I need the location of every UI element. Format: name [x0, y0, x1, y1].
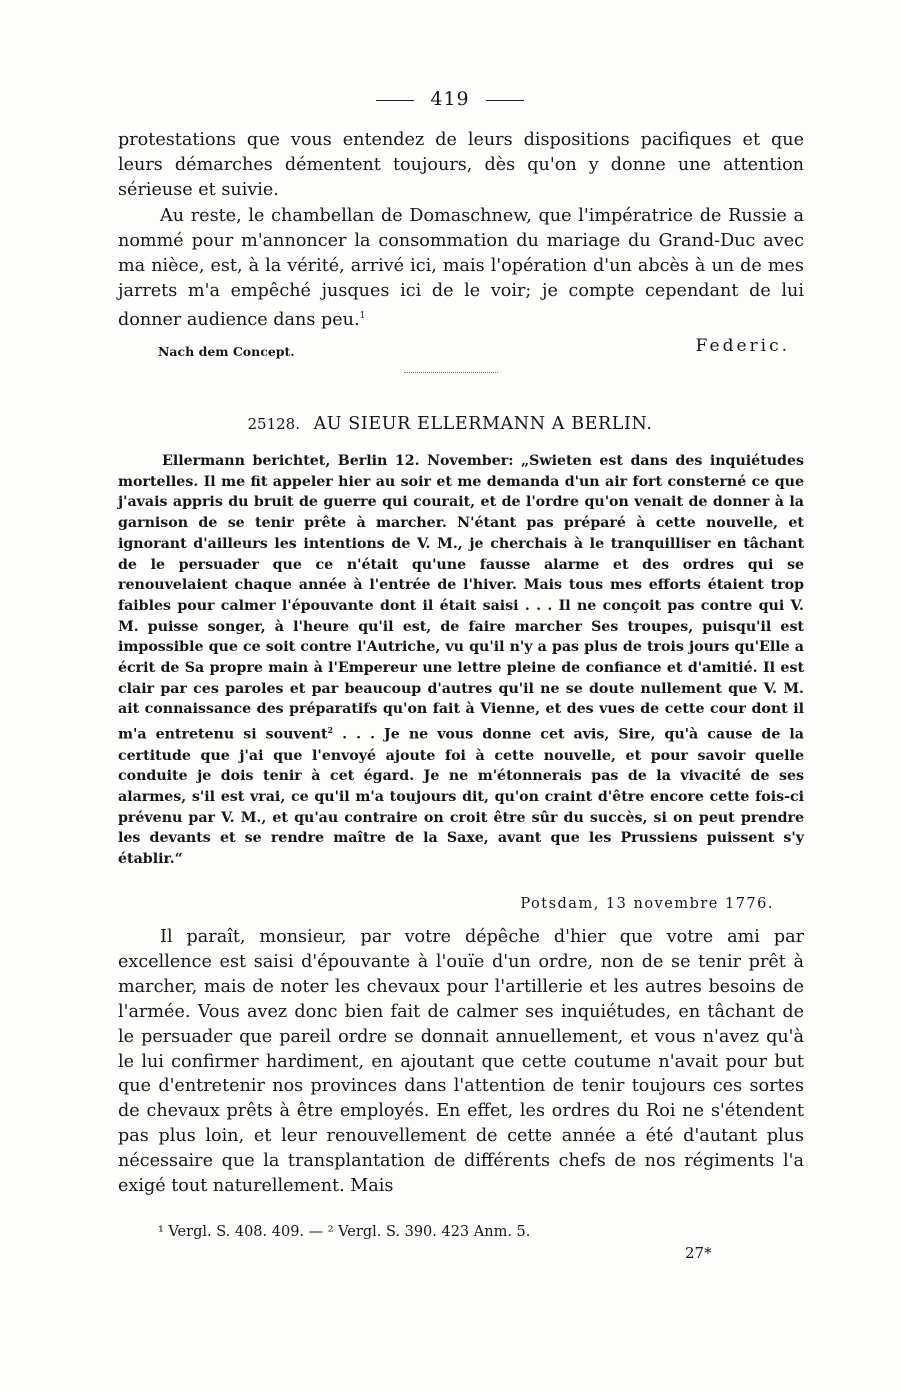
- report-text: Ellermann berichtet, Berlin 12. November: „Swieten est dans des inquiétudes mortelles. Il me fit appeler hier au soir et me demanda d'un air fort consterné ce que j'avais appris du bruit de guerre qui courait, et de l'ordre qu'on venait de donner à la garnison de se tenir prête à marcher. N'étant pas préparé à cette nouvelle, et ignorant d'ailleurs les intentions de V. M., je cherchais à le tranquilliser en tâchant de le persuader que ce n'était qu'une fausse alarme et des ordres qui se renouvelaient chaque année à l'entrée de l'hiver. Mais tous mes efforts étaient trop faibles pour calmer l'épouvante dont il était saisi . . . Il ne conçoit pas contre qui V. M. puisse songer, à l'heure qu'il est, de faire marcher Ses troupes, puisqu'il est impossible que ce soit contre l'Autriche, vu qu'il n'y a pas plus de trois jours qu'Elle a écrit de Sa propre main à l'Empereur une lettre pleine de confiance et d'amitié. Il est clair par ces paroles et par beaucoup d'autres qu'il ne se doute nullement que V. M. ait connaissance des préparatifs qu'on fait à Vienne, et des vues de cette cour dont il m'a entretenu si souvent: [118, 453, 804, 743]
- page-header: [0, 88, 900, 110]
- opening-paragraph-2-text: Au reste, le chambellan de Domaschnew, que l'impératrice de Russie a nommé pour m'annoncer la consommation du mariage du Grand-Duc avec ma nièce, est, à la vérité, arrivé ici, mais l'opération d'un abcès à un de mes jarrets m'a empêché jusques ici de le voir; je compte cependant de lui donner audience dans peu.: [118, 205, 804, 331]
- document-heading: [0, 414, 900, 434]
- report-block: [118, 451, 804, 870]
- signature: Federic.: [695, 336, 790, 356]
- header-rule-right: [486, 100, 524, 101]
- printer-signature-mark: 27*: [685, 1244, 712, 1262]
- opening-paragraph: protestations que vous entendez de leurs dispositions pacifiques et que leurs démarches démentent toujours, dès qu'on y donne une attention sérieuse et suivie.: [118, 130, 804, 201]
- opening-paragraph-2: [118, 204, 804, 334]
- footnote-ref-1: 1: [359, 311, 366, 322]
- letter-block: [118, 925, 804, 1199]
- header-rule-left: [376, 100, 414, 101]
- dateline: Potsdam, 13 novembre 1776.: [520, 896, 774, 912]
- report-paragraph: [118, 451, 804, 870]
- document-title: AU SIEUR ELLERMANN A BERLIN.: [313, 414, 653, 434]
- source-note: Nach dem Concept.: [158, 344, 295, 359]
- page-number: 419: [430, 88, 470, 110]
- letter-paragraph: Il paraît, monsieur, par votre dépêche d'hier que votre ami par excellence est saisi d'épouvante à l'ouïe d'un ordre, non de se tenir prêt à marcher, mais de noter les chevaux pour l'artillerie et les autres besoins de l'armée. Vous avez donc bien fait de calmer ses inquiétudes, en tâchant de le persuader que pareil ordre se donnait annuellement, et vous n'avez qu'à le lui confirmer hardiment, en ajoutant que cette coutume n'avait pour but que d'entretenir nos provinces dans l'attention de tenir toujours ces sortes de chevaux prêts à être employés. En effet, les ordres du Roi ne s'étendent pas plus loin, et leur renouvellement de cette année a été d'autant plus nécessaire que la transplantation de différents chefs de nos régiments l'a exigé tout naturellement. Mais: [118, 927, 804, 1197]
- section-divider: [404, 372, 498, 373]
- opening-text: [118, 128, 804, 333]
- footnotes: ¹ Vergl. S. 408. 409. — ² Vergl. S. 390. 423 Anm. 5.: [158, 1224, 531, 1240]
- footnote-ref-2: 2: [327, 725, 334, 736]
- document-number: 25128.: [247, 415, 300, 433]
- report-text-continued: . . . Je ne vous donne cet avis, Sire, qu'à cause de la certitude que j'ai que l'envoyé ajoute foi à cette nouvelle, et pour savoir quelle conduite je dois tenir à cet égard. Je ne m'étonnerais pas de la vivacité de ses alarmes, s'il est vrai, ce qu'il m'a toujours dit, qu'on craint d'être encore cette fois-ci prévenu par V. M., et qu'au contraire on croit être sûr du succès, si on peut prendre les devants et se rendre maître de la Saxe, avant que les Prussiens puissent s'y établir.“: [118, 726, 804, 868]
